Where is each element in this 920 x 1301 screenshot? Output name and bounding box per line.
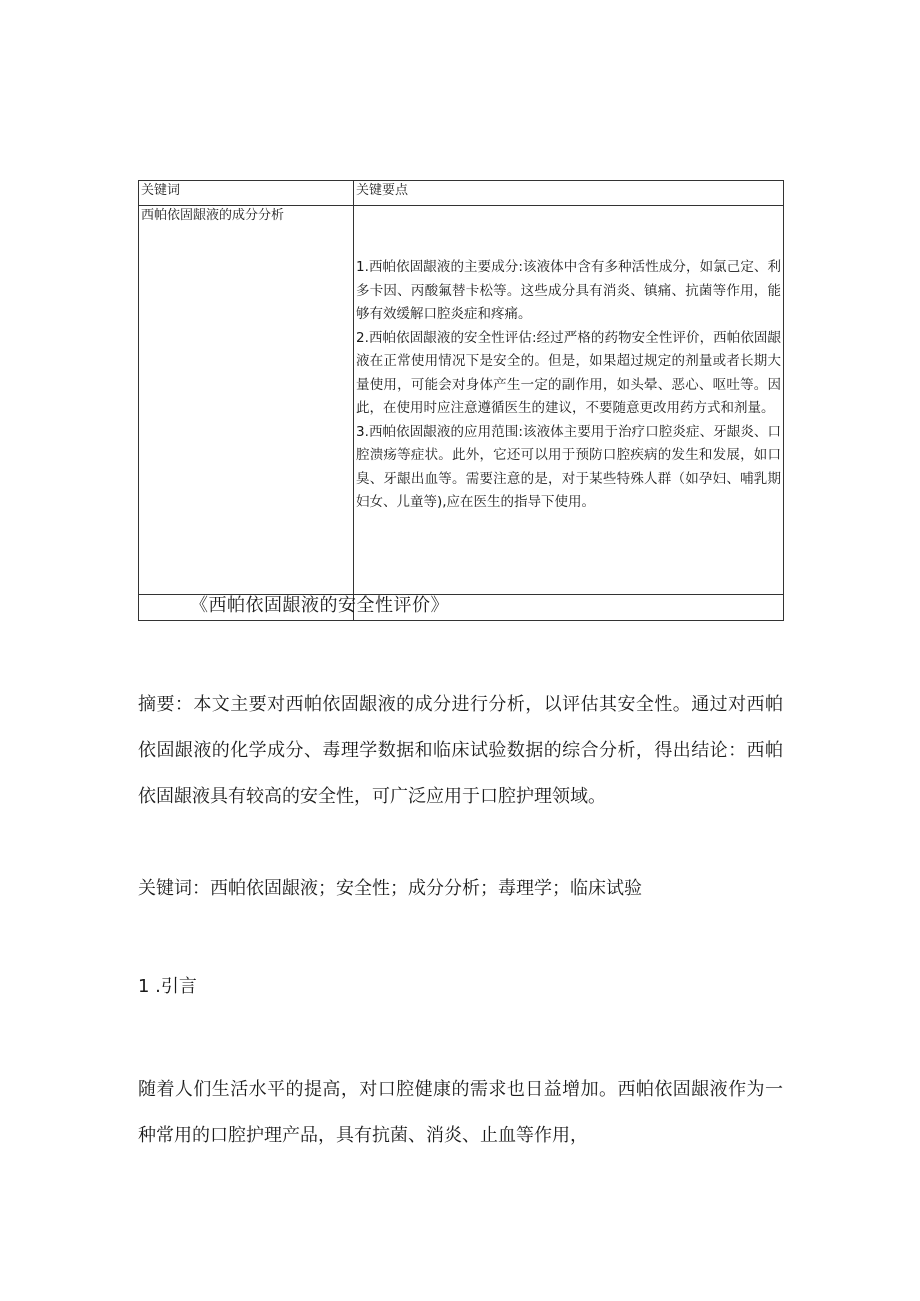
table-row <box>139 206 784 595</box>
abstract-paragraph: 摘要：本文主要对西帕依固龈液的成分进行分析，以评估其安全性。通过对西帕依固龈液的化学成分、毒理学数据和临床试验数据的综合分析，得出结论：西帕依固龈液具有较高的安全性，可广泛应用于口腔护理领域。 <box>138 694 783 807</box>
header-points-cell: 关键要点 <box>354 181 784 206</box>
key-point-1: 1.西帕依固龈液的主要成分:该液体中含有多种活性成分，如氯己定、利多卡因、丙酸氟替卡松等。这些成分具有消炎、镇痛、抗菌等作用，能够有效缓解口腔炎症和疼痛。 <box>356 259 781 322</box>
intro-paragraph: 随着人们生活水平的提高，对口腔健康的需求也日益增加。西帕依固龈液作为一种常用的口腔护理产品，具有抗菌、消炎、止血等作用， <box>138 1079 783 1146</box>
table-header-row <box>139 181 784 206</box>
keyword-cell: 西帕依固龈液的成分分析 <box>139 206 354 595</box>
keywords-line: 关键词：西帕依固龈液；安全性；成分分析；毒理学；临床试验 <box>138 878 642 899</box>
key-point-2: 2.西帕依固龈液的安全性评估:经过严格的药物安全性评价，西帕依固龈液在正常使用情况下是安全的。但是，如果超过规定的剂量或者长期大量使用，可能会对身体产生一定的副作用，如头晕、恶心、呕吐等。因此，在使用时应注意遵循医生的建议，不要随意更改用药方式和剂量。 <box>356 329 781 416</box>
key-point-3: 3.西帕依固龈液的应用范围:该液体主要用于治疗口腔炎症、牙龈炎、口腔溃疡等症状。此外，它还可以用于预防口腔疾病的发生和发展，如口臭、牙龈出血等。需要注意的是，对于某些特殊人群（如孕妇、哺乳期妇女、儿童等),应在医生的指导下使用。 <box>356 423 781 510</box>
document-title: 《西帕依固龈液的安全性评价》 <box>190 595 449 616</box>
section-heading: 1 .引言 <box>138 976 197 997</box>
key-points-table <box>138 180 784 621</box>
header-keyword-cell: 关键词 <box>139 181 354 206</box>
points-cell <box>354 206 784 595</box>
